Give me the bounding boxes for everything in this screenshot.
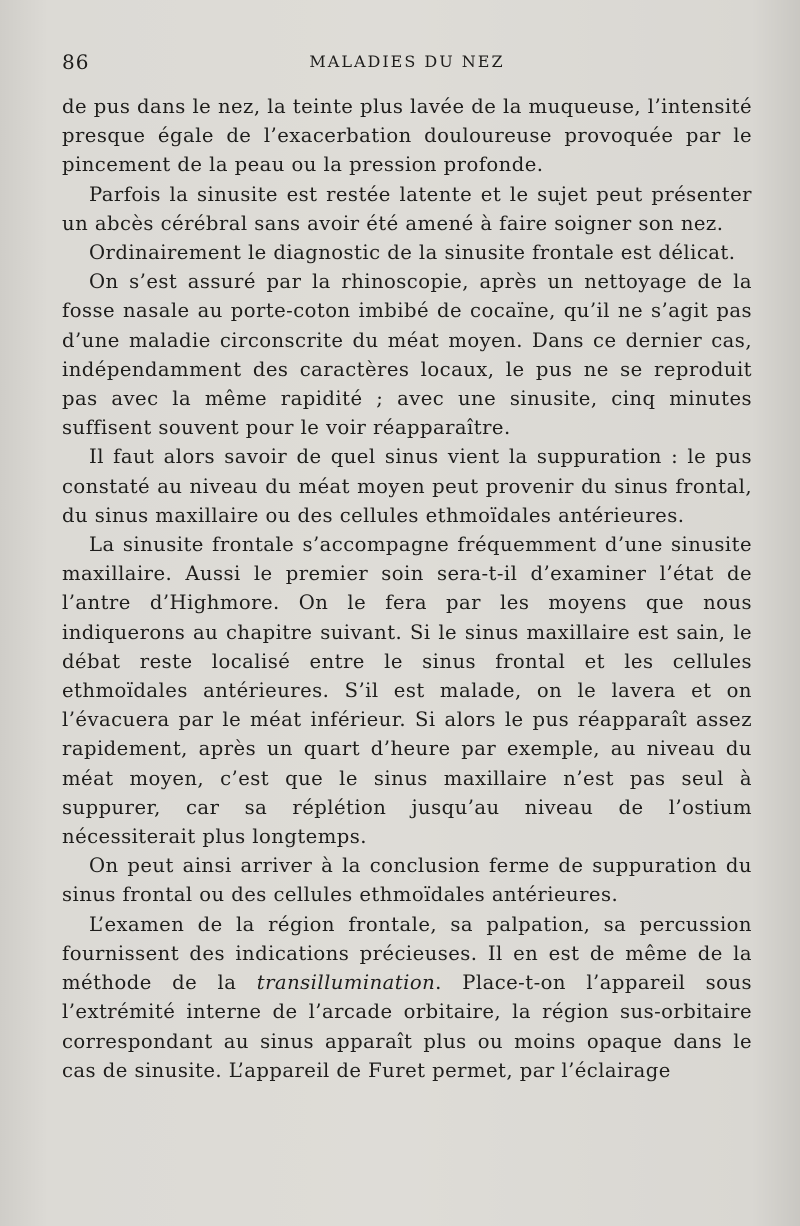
paragraph-suppuration-origin: Il faut alors savoir de quel sinus vient la suppuration : le pus constaté au niveau du méat moyen peut provenir du sinus frontal, du sinus maxillaire ou des cellules ethmoïdales antérieures. bbox=[62, 445, 752, 527]
paragraph-maxillary-sinusitis: La sinusite frontale s’accompagne fréquemment d’une sinusite maxillaire. Aussi le premier soin sera-t-il d’examiner l’état de l’antre d’Highmore. On le fera par les moyens que nous indiquerons au chapitre suivant. Si le sinus maxillaire est sain, le débat reste localisé entre le sinus frontal et les cellules ethmoïdales antérieures. S’il est malade, on le lavera et on l’évacuera par le méat inférieur. Si alors le pus réapparaît assez rapidement, après un quart d’heure par exemple, au niveau du méat moyen, c’est que le sinus maxillaire n’est pas seul à suppurer, car sa réplétion jusqu’au niveau de l’ostium nécessiterait plus longtemps. bbox=[62, 533, 752, 849]
text-segment: L’examen de la région frontale, sa palpation, sa percussion fournissent des indications précieuses. Il en est de même de la méthode de la bbox=[62, 912, 752, 995]
page-number: 86 bbox=[62, 50, 90, 74]
body-text bbox=[62, 92, 752, 1085]
paragraph-diagnosis-delicate: Ordinairement le diagnostic de la sinusite frontale est délicat. bbox=[89, 241, 736, 265]
text-segment: . Place-t-on l’appareil sous l’extrémité interne de l’arcade orbitaire, la région sus-orbitaire correspondant au sinus apparaît plus ou moins opaque dans le cas de sinusite. L’appareil de Furet permet, par l’éclairage bbox=[62, 971, 752, 1082]
italic-term: transillumination bbox=[256, 971, 436, 995]
paragraph-latent-sinusitis: Parfois la sinusite est restée latente et le sujet peut présenter un abcès cérébral sans avoir été amené à faire soigner son nez. bbox=[62, 182, 752, 235]
paragraph-continuation: de pus dans le nez, la teinte plus lavée de la muqueuse, l’intensité presque égale de l’exacerbation douloureuse provoquée par le pincement de la peau ou la pression profonde. bbox=[62, 95, 752, 177]
paragraph-transillumination bbox=[62, 910, 752, 1085]
paragraph-conclusion: On peut ainsi arriver à la conclusion ferme de suppuration du sinus frontal ou des cellules ethmoïdales antérieures. bbox=[62, 854, 752, 907]
paragraph-rhinoscopy: On s’est assuré par la rhinoscopie, après un nettoyage de la fosse nasale au porte-coton imbibé de cocaïne, qu’il ne s’agit pas d’une maladie circonscrite du méat moyen. Dans ce dernier cas, indépendamment des caractères locaux, le pus ne se reproduit pas avec la même rapidité ; avec une sinusite, cinq minutes suffisent souvent pour le voir réapparaître. bbox=[62, 270, 752, 440]
running-head bbox=[62, 50, 752, 76]
running-title: MALADIES DU NEZ bbox=[309, 52, 505, 71]
